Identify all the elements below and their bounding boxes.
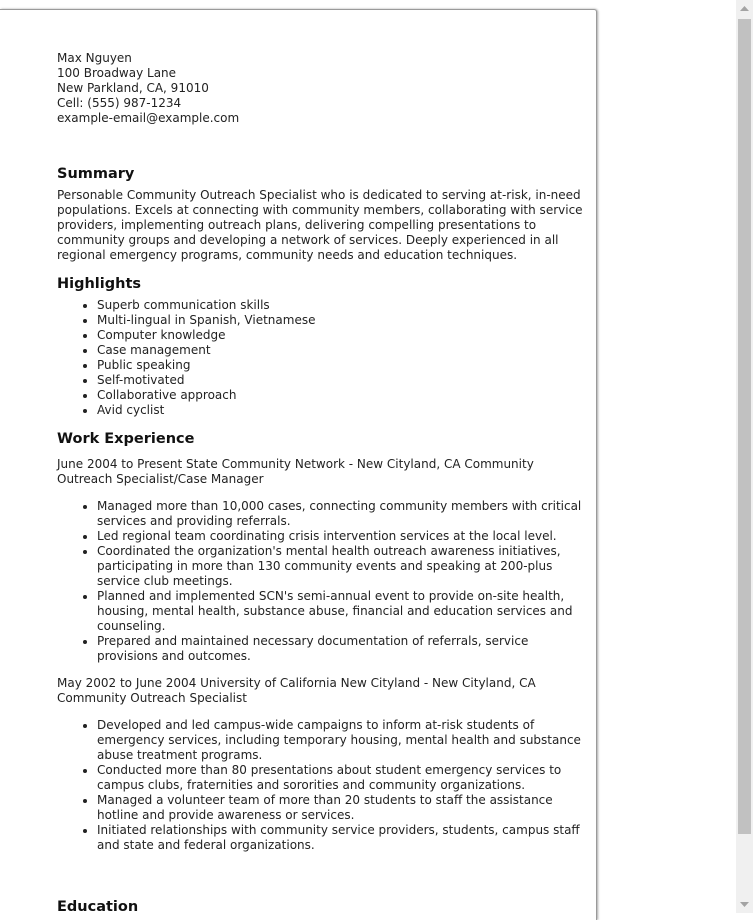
- contact-city: New Parkland, CA, 91010: [57, 81, 209, 95]
- scroll-down-arrow-icon[interactable]: [736, 896, 753, 913]
- list-item: • Case management: [97, 343, 592, 358]
- resume-page: [0, 9, 597, 920]
- list-item: • Developed and led campus-wide campaigns to inform at-risk students of emergency services, including temporary housing, mental health and substance abuse treatment programs.: [97, 718, 592, 763]
- job-header: May 2002 to June 2004 University of California New Cityland - New Cityland, CA Community Outreach Specialist: [57, 676, 536, 705]
- list-item: • Public speaking: [97, 358, 592, 373]
- resume-content: [57, 51, 592, 916]
- highlights-heading: Highlights: [57, 276, 142, 292]
- list-item: • Conducted more than 80 presentations about student emergency services to campus clubs, fraternities and sororities and community organizations.: [97, 763, 592, 793]
- list-item: • Computer knowledge: [97, 328, 592, 343]
- list-item: • Initiated relationships with community service providers, students, campus staff and state and federal organizations.: [97, 823, 592, 853]
- list-item: • Led regional team coordinating crisis intervention services at the local level.: [97, 529, 592, 544]
- list-item: • Multi-lingual in Spanish, Vietnamese: [97, 313, 592, 328]
- list-item: • Collaborative approach: [97, 388, 592, 403]
- scroll-thumb[interactable]: [738, 19, 751, 834]
- list-item: • Coordinated the organization's mental health outreach awareness initiatives, participating in more than 130 community events and speaking at 200-plus service club meetings.: [97, 544, 592, 589]
- job-bullets: [57, 499, 592, 664]
- contact-street: 100 Broadway Lane: [57, 66, 177, 80]
- list-item: • Avid cyclist: [97, 403, 592, 418]
- list-item: • Planned and implemented SCN's semi-annual event to provide on-site health, housing, mental health, substance abuse, financial and education services and counseling.: [97, 589, 592, 634]
- job-bullets: [57, 718, 592, 853]
- job-header: June 2004 to Present State Community Network - New Cityland, CA Community Outreach Specialist/Case Manager: [57, 457, 534, 486]
- experience-heading: Work Experience: [57, 431, 195, 447]
- list-item: • Prepared and maintained necessary documentation of referrals, service provisions and outcomes.: [97, 634, 592, 664]
- list-item: • Managed more than 10,000 cases, connecting community members with critical services and providing referrals.: [97, 499, 592, 529]
- list-item: • Managed a volunteer team of more than 20 students to staff the assistance hotline and provide awareness or services.: [97, 793, 592, 823]
- highlights-list: [57, 298, 592, 418]
- scroll-up-arrow-icon[interactable]: [736, 0, 753, 17]
- contact-block: [57, 51, 592, 126]
- contact-name: Max Nguyen: [57, 51, 132, 65]
- vertical-scrollbar[interactable]: [736, 0, 753, 913]
- contact-email: example-email@example.com: [57, 111, 240, 125]
- education-heading: Education: [57, 899, 139, 915]
- list-item: • Superb communication skills: [97, 298, 592, 313]
- contact-cell: Cell: (555) 987-1234: [57, 96, 182, 110]
- summary-text: Personable Community Outreach Specialist who is dedicated to serving at-risk, in-need populations. Excels at connecting with community members, collaborating with service providers, implementing outreach plans, delivering compelling presentations to community groups and developing a network of services. Deeply experienced in all regional emergency programs, community needs and education techniques.: [57, 188, 583, 262]
- summary-heading: Summary: [57, 166, 135, 182]
- list-item: • Self-motivated: [97, 373, 592, 388]
